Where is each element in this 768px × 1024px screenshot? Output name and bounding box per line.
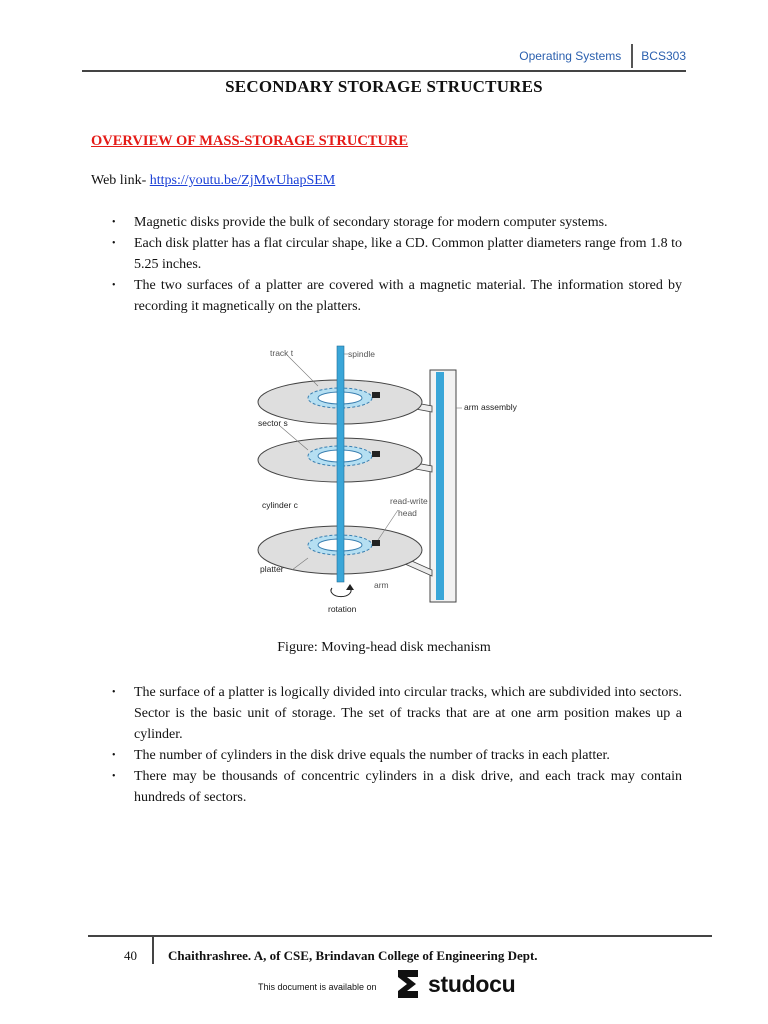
head-bottom bbox=[372, 540, 380, 546]
spindle bbox=[337, 346, 344, 582]
label-arm: arm bbox=[374, 580, 389, 590]
list-item: • The number of cylinders in the disk drive equals the number of tracks in each platter. bbox=[110, 745, 682, 766]
label-arm-assembly: arm assembly bbox=[464, 402, 517, 412]
rotation-arrowhead bbox=[346, 584, 354, 590]
studocu-wordmark: studocu bbox=[428, 970, 516, 997]
arm-assembly-highlight bbox=[436, 372, 444, 600]
availability-text: This document is available on bbox=[258, 982, 377, 992]
footer-rule bbox=[88, 935, 712, 937]
weblink-label: Web link- bbox=[91, 173, 147, 188]
label-rotation: rotation bbox=[328, 604, 357, 614]
list-item: • The surface of a platter is logically divided into circular tracks, which are subdivided into sectors. Sector is the basic unit of storage. The set of tracks that are at one arm position makes up a cylinder. bbox=[110, 682, 682, 745]
label-cylinder: cylinder c bbox=[262, 500, 298, 510]
figure-caption: Figure: Moving-head disk mechanism bbox=[277, 640, 491, 655]
label-track: track t bbox=[270, 348, 294, 358]
studocu-logo[interactable] bbox=[394, 968, 515, 1000]
weblink-line bbox=[91, 173, 335, 189]
list-item: • There may be thousands of concentric cylinders in a disk drive, and each track may contain hundreds of sectors. bbox=[110, 766, 682, 808]
label-platter: platter bbox=[260, 564, 284, 574]
header-rule bbox=[82, 70, 686, 72]
list-item: • Magnetic disks provide the bulk of secondary storage for modern computer systems. bbox=[110, 212, 682, 233]
studocu-logo-icon bbox=[394, 968, 424, 1000]
label-read-write: read-write bbox=[390, 496, 428, 506]
head-top bbox=[372, 392, 380, 398]
page-number: 40 bbox=[124, 948, 137, 963]
head-middle bbox=[372, 451, 380, 457]
footer-separator bbox=[152, 936, 154, 964]
label-spindle: spindle bbox=[348, 349, 375, 359]
header-course: Operating Systems bbox=[519, 49, 622, 63]
running-header bbox=[519, 44, 686, 68]
footer-author: Chaithrashree. A, of CSE, Brindavan College of Engineering Dept. bbox=[168, 948, 538, 963]
list-item: • The two surfaces of a platter are covered with a magnetic material. The information stored by recording it magnetically on the platters. bbox=[110, 275, 682, 317]
disk-mechanism-figure bbox=[248, 338, 532, 620]
page-title: SECONDARY STORAGE STRUCTURES bbox=[225, 77, 543, 96]
header-separator bbox=[631, 44, 633, 68]
bullet-list-top bbox=[110, 212, 682, 317]
header-code: BCS303 bbox=[641, 49, 686, 63]
label-sector: sector s bbox=[258, 418, 288, 428]
bullet-list-bottom bbox=[110, 682, 682, 808]
list-item: • Each disk platter has a flat circular shape, like a CD. Common platter diameters range from 1.8 to 5.25 inches. bbox=[110, 233, 682, 275]
weblink-url[interactable]: https://youtu.be/ZjMwUhapSEM bbox=[149, 173, 336, 188]
section-heading: OVERVIEW OF MASS-STORAGE STRUCTURE bbox=[91, 133, 409, 149]
label-head: head bbox=[398, 508, 417, 518]
